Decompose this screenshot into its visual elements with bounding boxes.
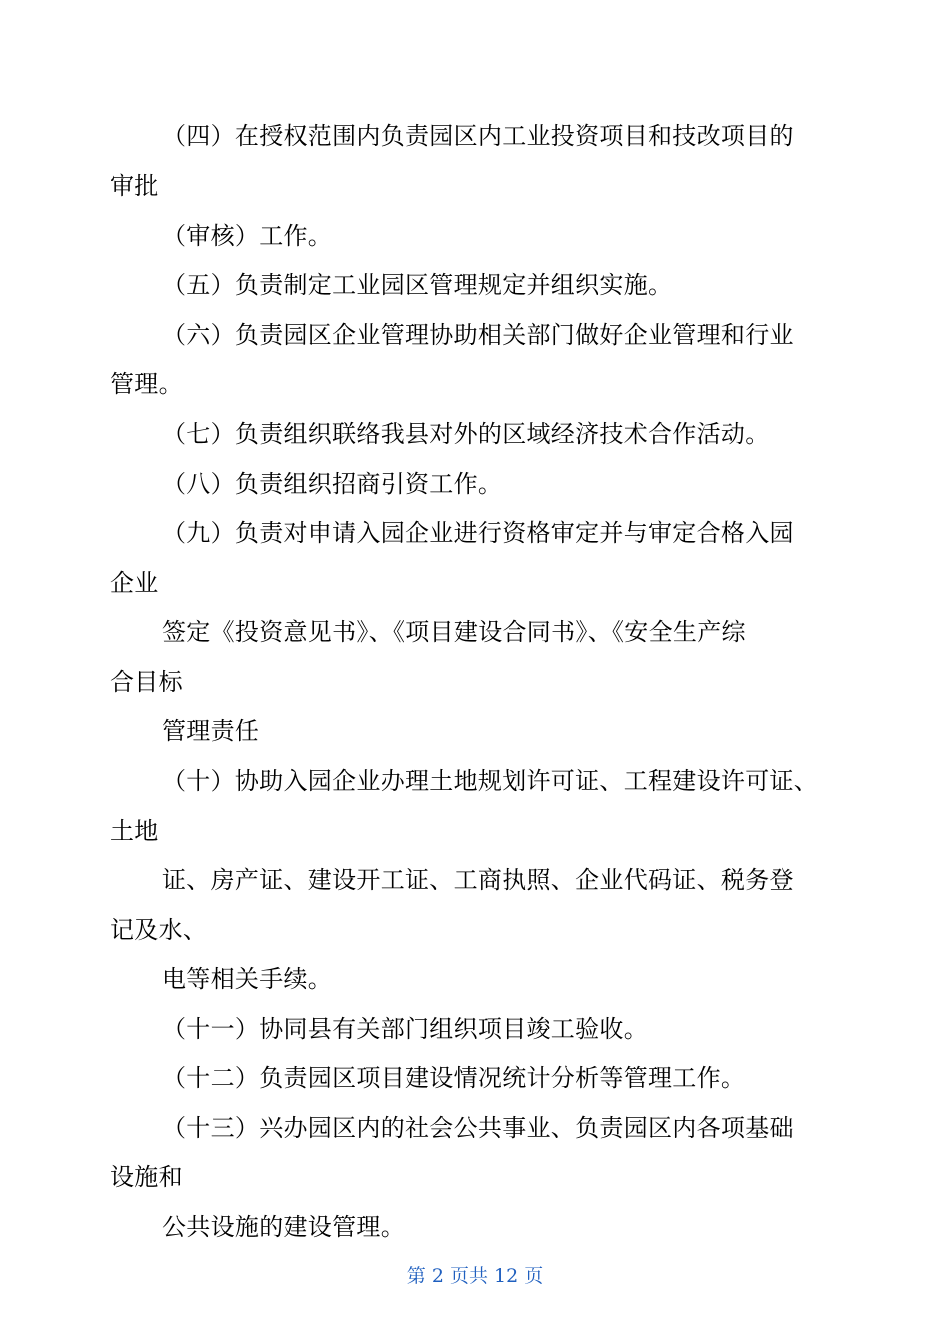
paragraph-line: （审核）工作。 — [162, 222, 333, 250]
paragraph-line: 设施和 — [110, 1163, 183, 1191]
paragraph-line: （五）负责制定工业园区管理规定并组织实施。 — [162, 271, 673, 299]
paragraph-line: （四）在授权范围内负责园区内工业投资项目和技改项目的 — [162, 122, 794, 150]
paragraph-line: 签定《投资意见书》、《项目建设合同书》、《安全生产综 — [162, 618, 746, 646]
paragraph-line: （十三）兴办园区内的社会公共事业、负责园区内各项基础 — [162, 1114, 794, 1142]
page-number-footer: 第 2 页共 12 页 — [406, 1265, 544, 1287]
paragraph-line: （七）负责组织联络我县对外的区域经济技术合作活动。 — [162, 420, 770, 448]
paragraph-line: 公共设施的建设管理。 — [162, 1213, 405, 1241]
paragraph-line: 记及水、 — [110, 916, 208, 944]
paragraph-line: 管理责任 — [162, 717, 260, 745]
paragraph-line: （十二）负责园区项目建设情况统计分析等管理工作。 — [162, 1064, 746, 1092]
paragraph-line: 管理。 — [110, 370, 183, 398]
paragraph-line: 土地 — [110, 817, 159, 845]
paragraph-line: 证、房产证、建设开工证、工商执照、企业代码证、税务登 — [162, 866, 794, 894]
paragraph-line: 电等相关手续。 — [162, 965, 333, 993]
paragraph-line: （十）协助入园企业办理土地规划许可证、工程建设许可证、 — [162, 767, 819, 795]
paragraph-line: 企业 — [110, 569, 159, 597]
paragraph-line: （十一）协同县有关部门组织项目竣工验收。 — [162, 1015, 648, 1043]
paragraph-line: （六）负责园区企业管理协助相关部门做好企业管理和行业 — [162, 321, 794, 349]
paragraph-line: （九）负责对申请入园企业进行资格审定并与审定合格入园 — [162, 519, 794, 547]
paragraph-line: 合目标 — [110, 668, 183, 696]
paragraph-line: 审批 — [110, 172, 159, 200]
paragraph-line: （八）负责组织招商引资工作。 — [162, 470, 503, 498]
